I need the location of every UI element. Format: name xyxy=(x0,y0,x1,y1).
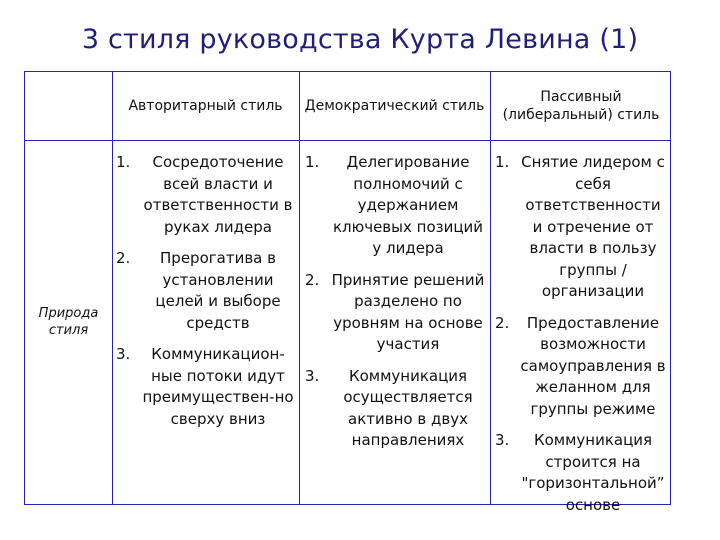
passive-column xyxy=(495,152,667,516)
list-item xyxy=(495,313,667,421)
item-text: Предоставление возможности самоуправления в желанном для группы режиме xyxy=(520,313,666,418)
item-number: 1. xyxy=(305,153,320,171)
item-number: 3. xyxy=(116,345,131,363)
item-text: Коммуникация осуществляется активно в двух направлениях xyxy=(343,366,473,449)
item-text: Коммуникацион-ные потоки идут преимуществен-но сверху вниз xyxy=(142,345,294,428)
list-item xyxy=(305,152,487,260)
list-item xyxy=(116,152,296,238)
list-item xyxy=(495,430,667,516)
authoritarian-column xyxy=(116,152,296,430)
row-label-style-nature: Природа стиля xyxy=(38,306,99,338)
item-text: Принятие решений разделено по уровням на основе участия xyxy=(331,270,485,353)
list-item xyxy=(116,248,296,334)
item-number: 1. xyxy=(116,153,131,171)
item-number: 2. xyxy=(495,313,510,332)
header-passive: Пассивный (либеральный) стиль xyxy=(502,89,660,123)
item-text: Прерогатива в установлении целей и выборе средств xyxy=(155,249,281,332)
item-text: Сосредоточение всей власти и ответственности в руках лидера xyxy=(143,153,293,236)
list-item xyxy=(495,152,667,303)
item-number: 1. xyxy=(495,153,510,171)
item-number: 2. xyxy=(305,270,320,289)
list-item xyxy=(305,366,487,452)
list-item xyxy=(116,344,296,430)
item-number: 3. xyxy=(495,431,510,449)
item-text: Делегирование полномочий с удержанием ключевых позиций у лидера xyxy=(332,153,484,257)
header-democratic: Демократический стиль xyxy=(304,98,485,114)
item-text: Коммуникация строится на "горизонтальной” основе xyxy=(521,431,665,514)
header-divider xyxy=(25,140,670,141)
democratic-column xyxy=(305,152,487,452)
leadership-styles-table xyxy=(24,71,671,514)
item-number: 3. xyxy=(305,366,320,385)
item-number: 2. xyxy=(116,249,131,267)
header-authoritarian: Авторитарный стиль xyxy=(128,98,283,114)
page-title: 3 стиля руководства Курта Левина (1) xyxy=(81,24,639,55)
list-item xyxy=(305,270,487,356)
item-text: Снятие лидером с себя ответственности и отречение от власти в пользу группы / организации xyxy=(521,153,665,300)
